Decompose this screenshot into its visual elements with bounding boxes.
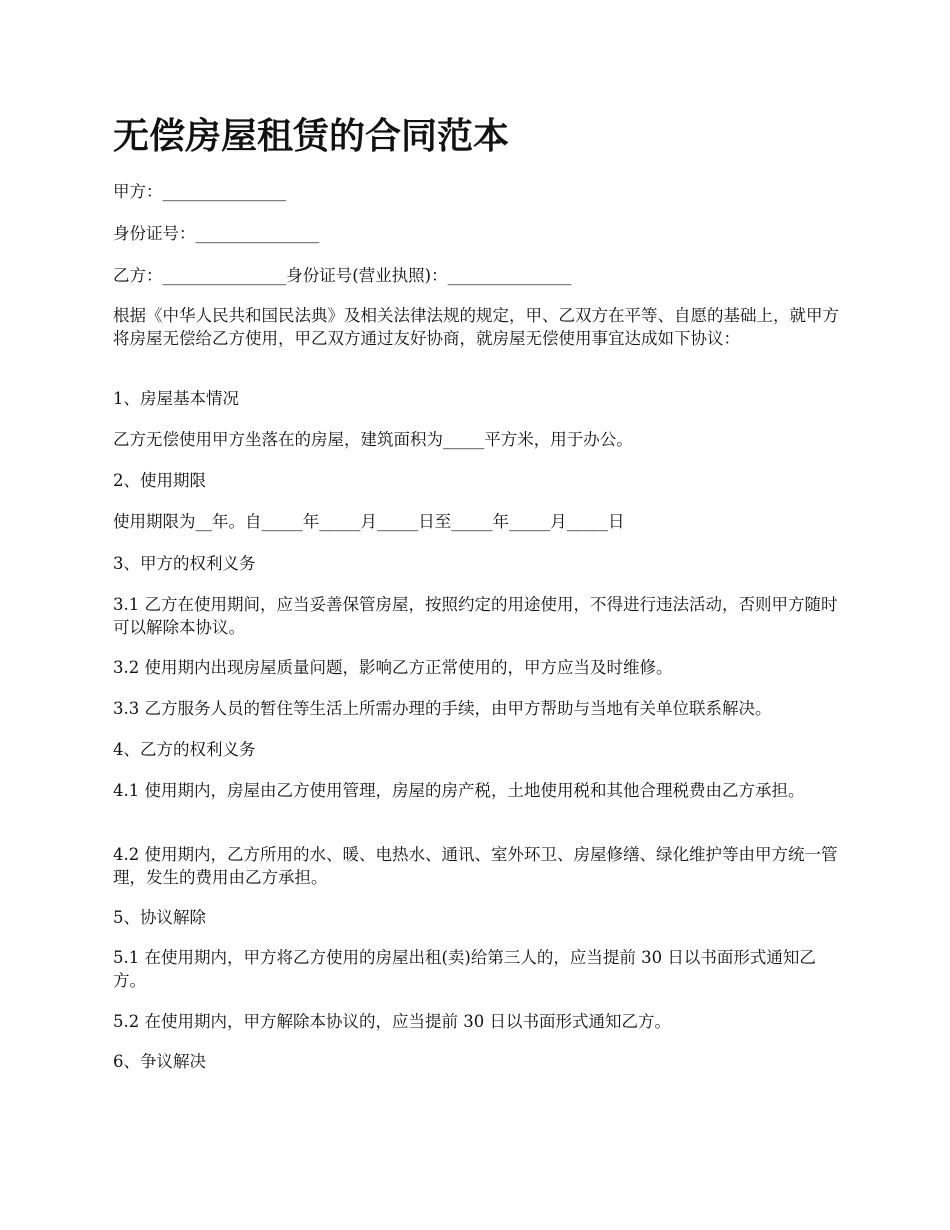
clause-paragraph: 4.2 使用期内，乙方所用的水、暖、电热水、通讯、室外环卫、房屋修缮、绿化维护等由甲方统一管理，发生的费用由乙方承担。 (113, 845, 838, 887)
clause-paragraph: 4.1 使用期内，房屋由乙方使用管理，房屋的房产税，土地使用税和其他合理税费由乙方承担。 (113, 781, 805, 800)
clause-paragraph: 3.2 使用期内出现房屋质量问题，影响乙方正常使用的，甲方应当及时维修。 (113, 658, 673, 677)
section-heading: 3、甲方的权利义务 (113, 554, 256, 573)
party-b-line: 乙方：_______________身份证号(营业执照)：_______________ (113, 266, 572, 285)
party-a-line: 甲方：_______________ (113, 182, 287, 201)
section-heading: 5、协议解除 (113, 908, 206, 927)
clause-paragraph: 5.2 在使用期内，甲方解除本协议的，应当提前 30 日以书面形式通知乙方。 (113, 1012, 671, 1031)
clause-paragraph: 乙方无偿使用甲方坐落在的房屋，建筑面积为_____平方米，用于办公。 (113, 430, 633, 449)
preamble-paragraph: 根据《中华人民共和国民法典》及相关法律法规的规定，甲、乙双方在平等、自愿的基础上，就甲方将房屋无偿给乙方使用，甲乙双方通过友好协商，就房屋无偿使用事宜达成如下协议： (113, 306, 839, 348)
section-heading: 4、乙方的权利义务 (113, 740, 256, 759)
section-heading: 1、房屋基本情况 (113, 389, 239, 408)
section-heading: 2、使用期限 (113, 471, 206, 490)
clause-paragraph: 3.1 乙方在使用期间，应当妥善保管房屋，按照约定的用途使用，不得进行违法活动，否则甲方随时可以解除本协议。 (113, 595, 838, 637)
clause-paragraph: 5.1 在使用期内，甲方将乙方使用的房屋出租(卖)给第三人的，应当提前 30 日以书面形式通知乙方。 (113, 948, 816, 990)
document-title: 无偿房屋租赁的合同范本 (113, 115, 510, 157)
party-a-id-line: 身份证号：_______________ (113, 224, 320, 243)
clause-paragraph: 3.3 乙方服务人员的暂住等生活上所需办理的手续，由甲方帮助与当地有关单位联系解决。 (113, 699, 772, 718)
clause-paragraph: 使用期限为__年。自_____年_____月_____日至_____年_____月_____日 (113, 512, 625, 531)
section-heading: 6、争议解决 (113, 1052, 206, 1071)
